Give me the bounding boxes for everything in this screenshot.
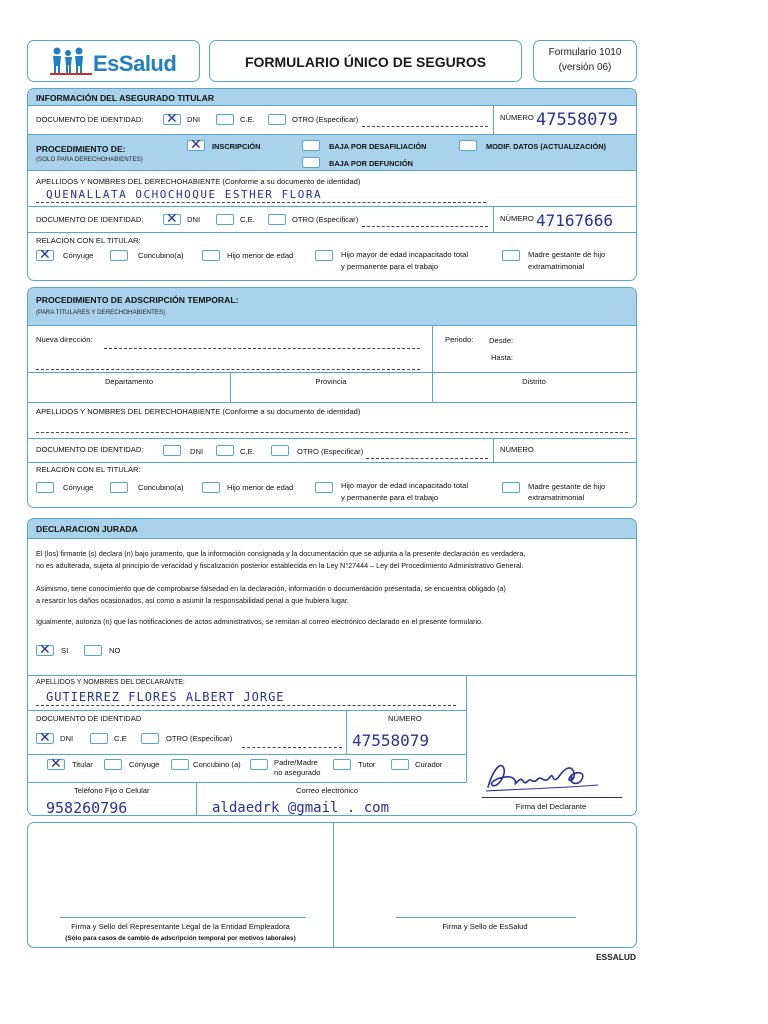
form-title: FORMULARIO ÚNICO DE SEGUROS xyxy=(244,54,487,70)
footer-brand: ESSALUD xyxy=(595,952,636,962)
inscripcion-label: INSCRIPCIÓN xyxy=(212,142,261,151)
telefono-label: Teléfono Fijo o Celular xyxy=(74,786,150,795)
temporal-names-label: APELLIDOS Y NOMBRES DEL DERECHOHABIENTE (Conforme a su documento de identidad) xyxy=(36,407,361,416)
derechohabiente-names-value[interactable]: QUENALLATA OCHOCHOQUE ESTHER FLORA xyxy=(46,188,323,201)
titular-dni-label: DNI xyxy=(187,115,201,124)
temporal-numero-divider xyxy=(493,438,494,462)
declarante-concubino-checkbox[interactable] xyxy=(171,759,189,770)
declarante-curador-label: Curador xyxy=(415,760,443,769)
hasta-label: Hasta: xyxy=(491,353,513,362)
titular-doc-label: DOCUMENTO DE IDENTIDAD: xyxy=(36,115,144,124)
temporal-ce-checkbox[interactable] xyxy=(216,445,234,456)
declarante-tutor-checkbox[interactable] xyxy=(333,759,351,770)
titular-ce-label: C.E. xyxy=(240,115,255,124)
declarante-titular-checkbox[interactable] xyxy=(47,759,65,770)
temporal-otro-checkbox[interactable] xyxy=(271,445,289,456)
proc-row-divider-2 xyxy=(28,232,636,233)
proc-numero-value[interactable]: 47167666 xyxy=(536,211,614,230)
declarante-padre-label-2: no asegurado xyxy=(274,768,321,777)
proc-row-divider-1 xyxy=(28,206,636,207)
temporal-hijo-mayor-label-2: y permanente para el trabajo xyxy=(341,493,439,502)
temporal-dni-label: DNI xyxy=(190,447,204,456)
temporal-names-line xyxy=(36,432,628,433)
titular-dni-checkbox[interactable] xyxy=(163,114,181,125)
firma-rep-note: (Sólo para casos de cambio de adscripción temporal por motivos laborales) xyxy=(65,935,296,942)
nueva-direccion-line-2 xyxy=(36,369,420,370)
declarante-concubino-label: Concubino (a) xyxy=(193,760,241,769)
form-version: (versión 06) xyxy=(558,62,612,73)
temporal-doc-label: DOCUMENTO DE IDENTIDAD: xyxy=(36,445,144,454)
form-code: Formulario 1010 xyxy=(548,47,622,58)
firma-declarante-line xyxy=(482,797,622,798)
declarante-names-label: APELLIDOS Y NOMBRES DEL DECLARANTE: xyxy=(36,679,185,686)
firma-declarante-label: Firma del Declarante xyxy=(515,802,587,811)
firma-rep-line xyxy=(60,917,306,918)
periodo-label: Periodo: xyxy=(445,335,474,344)
rel-madre-label-1: Madre gestante de hijo xyxy=(528,250,606,259)
temporal-hijo-menor-label: Hijo menor de edad xyxy=(227,483,294,492)
declaracion-p2-l1: Asimismo, tiene conocimiento que de comprobarse falsedad en la declaración, información o documentación presentada, se encuentra obligado (a) xyxy=(36,584,506,593)
proc-doc-label: DOCUMENTO DE IDENTIDAD: xyxy=(36,215,144,224)
declarante-row-divider-3 xyxy=(28,782,466,783)
titular-numero-value[interactable]: 47558079 xyxy=(536,110,618,130)
firma-essalud-label: Firma y Sello de EsSalud xyxy=(442,922,528,931)
temporal-relacion-label: RELACIÓN CON EL TITULAR: xyxy=(36,465,141,474)
proc-dni-label: DNI xyxy=(187,215,201,224)
declarante-otro-checkbox[interactable] xyxy=(141,733,159,744)
rel-hijo-mayor-checkbox[interactable] xyxy=(315,250,333,261)
temporal-conyuge-checkbox[interactable] xyxy=(36,482,54,493)
rel-conyuge-checkbox[interactable] xyxy=(36,250,54,261)
temporal-otro-line xyxy=(366,458,488,459)
procedimiento-subtitle: (SOLO PARA DERECHOHABIENTES) xyxy=(36,156,143,163)
distrito-label: Distrito xyxy=(522,377,546,386)
rel-concubino-checkbox[interactable] xyxy=(110,250,128,261)
correo-label: Correo electrónico xyxy=(296,786,359,795)
declarante-names-value[interactable]: GUTIERREZ FLORES ALBERT JORGE xyxy=(46,690,285,704)
correo-value[interactable]: aldaedrk @gmail . com xyxy=(212,800,390,816)
inscripcion-checkbox[interactable] xyxy=(187,140,205,151)
baja-desafiliacion-label: BAJA POR DESAFILIACIÓN xyxy=(329,142,427,151)
declarante-otro-label: OTRO (Especificar) xyxy=(166,734,233,743)
temporal-ce-label: C.E. xyxy=(240,447,255,456)
titular-divider xyxy=(493,106,494,134)
nueva-direccion-line-1 xyxy=(104,348,420,349)
temporal-concubino-label: Concubino(a) xyxy=(138,483,184,492)
declarante-ce-label: C.E xyxy=(114,734,127,743)
procedimiento-title: PROCEDIMIENTO DE: xyxy=(36,144,126,154)
departamento-label: Departamento xyxy=(104,377,154,386)
nueva-direccion-label: Nueva dirección: xyxy=(36,335,93,344)
rel-hijo-mayor-label-1: Hijo mayor de edad incapacitado total xyxy=(341,250,469,259)
temporal-concubino-checkbox[interactable] xyxy=(110,482,128,493)
derechohabiente-names-line xyxy=(36,202,486,203)
declaracion-divider xyxy=(28,675,636,676)
declarante-otro-line xyxy=(242,747,342,748)
proc-otro-checkbox[interactable] xyxy=(268,214,286,225)
signature-icon xyxy=(482,757,604,797)
declaracion-p3: Igualmente, autoriza (n) que las notificaciones de actos administrativos, se remitan al correo electrónico declarado en el presente formulario. xyxy=(36,617,484,626)
declarante-doc-divider xyxy=(346,710,347,754)
titular-numero-label: NÚMERO xyxy=(500,113,534,122)
declaracion-title: DECLARACION JURADA xyxy=(36,524,138,534)
temporal-numero-label: NÚMERO xyxy=(500,445,534,454)
titular-ce-checkbox[interactable] xyxy=(216,114,234,125)
declarante-conyuge-label: Cónyuge xyxy=(129,760,160,769)
essalud-logo-icon xyxy=(50,46,92,76)
declarante-numero-value[interactable]: 47558079 xyxy=(352,731,430,750)
declarante-tutor-label: Tutor xyxy=(358,760,376,769)
rel-hijo-menor-label: Hijo menor de edad xyxy=(227,251,294,260)
temporal-subtitle: (PARA TITULARES Y DERECHOHABIENTES) xyxy=(36,309,166,316)
declarante-ce-checkbox[interactable] xyxy=(90,733,108,744)
temporal-row-divider-1 xyxy=(28,438,636,439)
desde-label: Desde: xyxy=(489,336,514,345)
declaracion-p1-l2: no es adulterada, sujeta al principio de veracidad y fiscalización posterior establecida en la Ley N°27444 – Ley del Procedimiento Administrativo General. xyxy=(36,561,524,570)
autoriza-si-checkbox[interactable] xyxy=(36,645,54,656)
proc-ce-checkbox[interactable] xyxy=(216,214,234,225)
temporal-madre-label-2: extramatrimonial xyxy=(528,493,585,502)
titular-otro-line xyxy=(362,126,488,127)
proc-otro-label: OTRO (Especificar) xyxy=(292,215,359,224)
provincia-label: Provincia xyxy=(315,377,347,386)
temporal-otro-label: OTRO (Especificar) xyxy=(297,447,364,456)
modif-datos-label: MODIF. DATOS (ACTUALIZACIÓN) xyxy=(486,142,607,151)
proc-ce-label: C.E. xyxy=(240,215,255,224)
declarante-numero-label: NÚMERO xyxy=(388,714,422,723)
declaracion-p1-l1: El (los) firmante (s) declara (n) bajo juramento, que la información consignada y la documentación que se adjunta a la presente declaración es verdadera, xyxy=(36,549,526,558)
telefono-value[interactable]: 958260796 xyxy=(46,799,128,817)
contact-col-divider xyxy=(196,782,197,816)
declarante-dni-checkbox[interactable] xyxy=(36,733,54,744)
baja-desafiliacion-checkbox[interactable] xyxy=(302,140,320,151)
temporal-dni-checkbox[interactable] xyxy=(163,445,181,456)
proc-otro-line xyxy=(362,226,488,227)
rel-hijo-menor-checkbox[interactable] xyxy=(202,250,220,261)
rel-madre-label-2: extramatrimonial xyxy=(528,262,585,271)
temporal-madre-label-1: Madre gestante de hijo xyxy=(528,482,606,491)
declarante-padre-label-1: Padre/Madre xyxy=(274,758,318,767)
baja-defuncion-label: BAJA POR DEFUNCIÓN xyxy=(329,159,413,168)
titular-section-title: INFORMACIÓN DEL ASEGURADO TITULAR xyxy=(36,93,215,103)
derechohabiente-names-label: APELLIDOS Y NOMBRES DEL DERECHOHABIENTE (Conforme a su documento de identidad) xyxy=(36,177,361,186)
firma-col-divider xyxy=(466,675,467,782)
titular-otro-label: OTRO (Especificar) xyxy=(292,115,359,124)
proc-dni-checkbox[interactable] xyxy=(163,214,181,225)
declarante-row-divider xyxy=(28,710,466,711)
declarante-dni-label: DNI xyxy=(60,734,74,743)
declarante-row-divider-2 xyxy=(28,754,466,755)
autoriza-no-checkbox[interactable] xyxy=(84,645,102,656)
rel-hijo-mayor-label-2: y permanente para el trabajo xyxy=(341,262,439,271)
declarante-names-line xyxy=(36,705,456,706)
titular-otro-checkbox[interactable] xyxy=(268,114,286,125)
modif-datos-checkbox[interactable] xyxy=(459,140,477,151)
temporal-conyuge-label: Cónyuge xyxy=(63,483,94,492)
autoriza-no-label: NO xyxy=(109,646,121,655)
proc-numero-divider xyxy=(493,206,494,232)
declarante-curador-checkbox[interactable] xyxy=(391,759,409,770)
temporal-row-divider-2 xyxy=(28,462,636,463)
temporal-title: PROCEDIMIENTO DE ADSCRIPCIÓN TEMPORAL: xyxy=(36,295,239,305)
proc-relacion-label: RELACIÓN CON EL TITULAR: xyxy=(36,236,141,245)
autoriza-si-label: SI xyxy=(61,646,69,655)
baja-defuncion-checkbox[interactable] xyxy=(302,157,320,168)
proc-numero-label: NÚMERO xyxy=(500,214,534,223)
temporal-hijo-mayor-label-1: Hijo mayor de edad incapacitado total xyxy=(341,481,469,490)
rel-concubino-label: Concubino(a) xyxy=(138,251,184,260)
temporal-header-bar xyxy=(28,288,636,326)
declarante-padre-checkbox[interactable] xyxy=(250,759,268,770)
declarante-conyuge-checkbox[interactable] xyxy=(104,759,122,770)
declarante-titular-label: Titular xyxy=(72,760,93,769)
temporal-hijo-menor-checkbox[interactable] xyxy=(202,482,220,493)
declaracion-p2-l2: a resarcir los daños ocasionados, así como a asumir la responsabilidad penal a que hubiera lugar. xyxy=(36,596,349,605)
firma-essalud-line xyxy=(396,917,576,918)
rel-madre-checkbox[interactable] xyxy=(502,250,520,261)
logo-text: EsSalud xyxy=(93,51,177,76)
rel-conyuge-label: Cónyuge xyxy=(63,251,94,260)
temporal-hijo-mayor-checkbox[interactable] xyxy=(315,482,333,493)
temporal-madre-checkbox[interactable] xyxy=(502,482,520,493)
address-bottom-divider xyxy=(28,402,636,403)
firma-rep-label: Firma y Sello del Representante Legal de la Entidad Empleadora xyxy=(71,922,290,931)
periodo-divider xyxy=(432,326,433,372)
declarante-doc-label: DOCUMENTO DE IDENTIDAD xyxy=(36,714,142,723)
address-row-divider xyxy=(28,372,636,373)
